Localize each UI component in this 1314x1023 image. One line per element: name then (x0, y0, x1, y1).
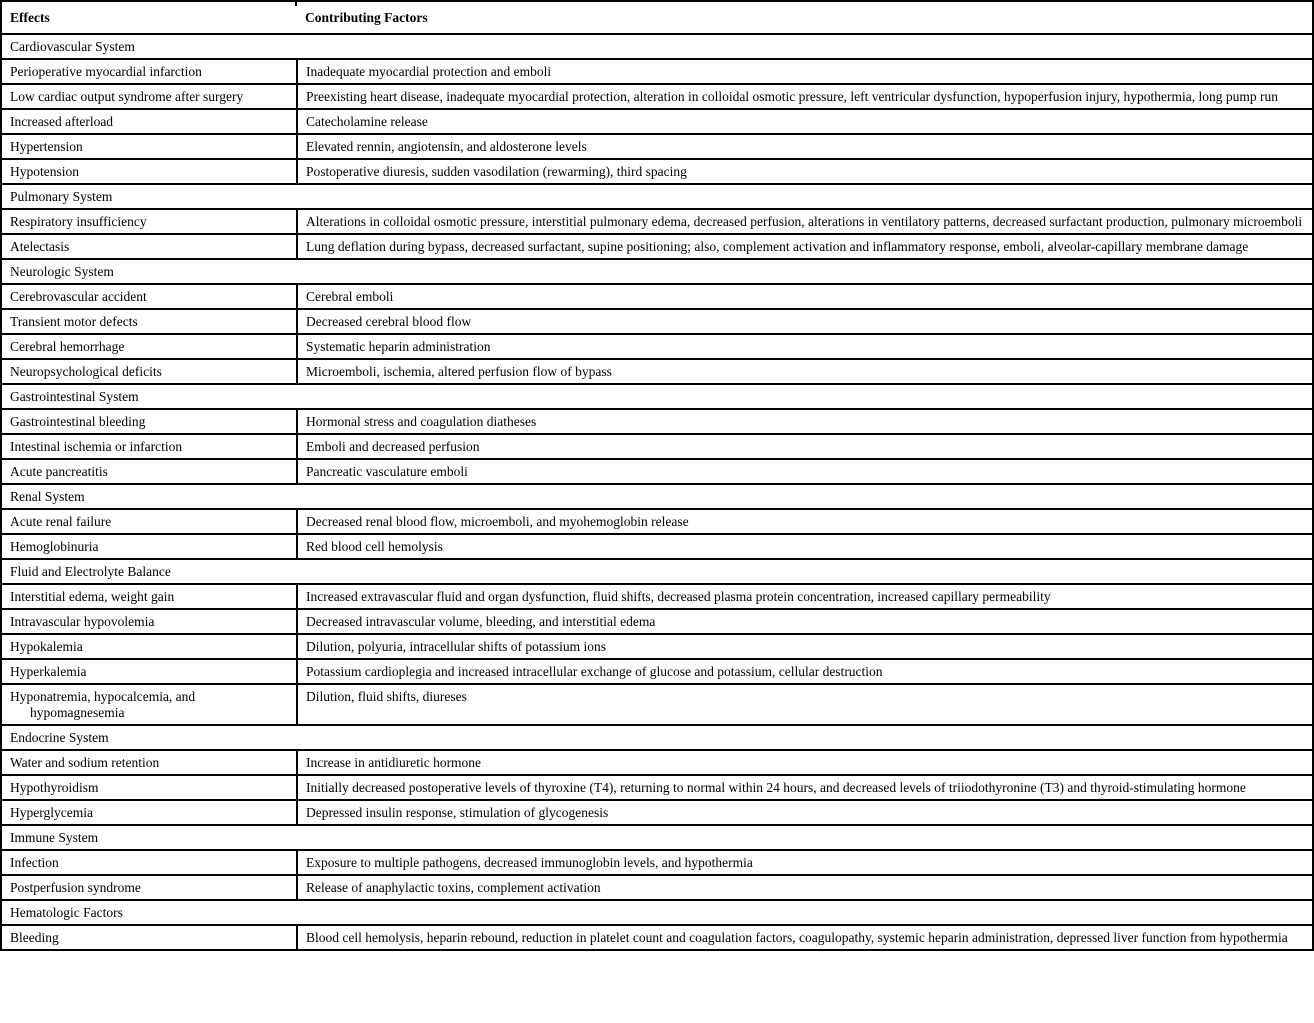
effect-cell: Gastrointestinal bleeding (1, 409, 297, 434)
table-row (1, 409, 1313, 434)
table-row (1, 925, 1313, 950)
table-row (1, 875, 1313, 900)
effect-cell: Cerebrovascular accident (1, 284, 297, 309)
factors-cell: Cerebral emboli (297, 284, 1313, 309)
section-row (1, 384, 1313, 409)
effect-cell: Respiratory insufficiency (1, 209, 297, 234)
table-row (1, 509, 1313, 534)
section-title-cell: Gastrointestinal System (1, 384, 1313, 409)
factors-cell: Exposure to multiple pathogens, decreased immunoglobin levels, and hypothermia (297, 850, 1313, 875)
table-row (1, 59, 1313, 84)
factors-cell: Potassium cardioplegia and increased intracellular exchange of glucose and potassium, cellular destruction (297, 659, 1313, 684)
section-title-cell: Pulmonary System (1, 184, 1313, 209)
table-header (1, 1, 1313, 34)
factors-cell: Preexisting heart disease, inadequate myocardial protection, alteration in colloidal osmotic pressure, left ventricular dysfunction, hypoperfusion injury, hypothermia, long pump run (297, 84, 1313, 109)
factors-cell: Elevated rennin, angiotensin, and aldosterone levels (297, 134, 1313, 159)
effect-cell: Acute renal failure (1, 509, 297, 534)
table-row (1, 109, 1313, 134)
factors-cell: Release of anaphylactic toxins, complement activation (297, 875, 1313, 900)
effect-cell: Perioperative myocardial infarction (1, 59, 297, 84)
factors-cell: Blood cell hemolysis, heparin rebound, reduction in platelet count and coagulation factors, coagulopathy, systemic heparin administration, depressed liver function from hypothermia (297, 925, 1313, 950)
effect-cell: Hypotension (1, 159, 297, 184)
effect-cell: Cerebral hemorrhage (1, 334, 297, 359)
factors-cell: Depressed insulin response, stimulation of glycogenesis (297, 800, 1313, 825)
factors-cell: Dilution, fluid shifts, diureses (297, 684, 1313, 725)
factors-cell: Inadequate myocardial protection and emboli (297, 59, 1313, 84)
factors-cell: Microemboli, ischemia, altered perfusion flow of bypass (297, 359, 1313, 384)
table-row (1, 800, 1313, 825)
factors-cell: Dilution, polyuria, intracellular shifts of potassium ions (297, 634, 1313, 659)
factors-cell: Lung deflation during bypass, decreased surfactant, supine positioning; also, complement activation and inflammatory response, emboli, alveolar-capillary membrane damage (297, 234, 1313, 259)
table-row (1, 534, 1313, 559)
header-row (1, 1, 1313, 34)
factors-cell: Alterations in colloidal osmotic pressure, interstitial pulmonary edema, decreased perfusion, alterations in ventilatory patterns, decreased surfactant production, pulmonary microemboli (297, 209, 1313, 234)
effect-cell: Low cardiac output syndrome after surgery (1, 84, 297, 109)
effect-cell: Postperfusion syndrome (1, 875, 297, 900)
effect-cell: Hyperglycemia (1, 800, 297, 825)
section-title-cell: Neurologic System (1, 259, 1313, 284)
table-row (1, 634, 1313, 659)
section-row (1, 259, 1313, 284)
effects-column-header: Effects (1, 1, 297, 34)
effect-cell: Hemoglobinuria (1, 534, 297, 559)
table-row (1, 159, 1313, 184)
table-body (1, 34, 1313, 950)
effect-cell: Water and sodium retention (1, 750, 297, 775)
factors-cell: Hormonal stress and coagulation diatheses (297, 409, 1313, 434)
section-title-cell: Cardiovascular System (1, 34, 1313, 59)
section-title-cell: Fluid and Electrolyte Balance (1, 559, 1313, 584)
effect-cell: Transient motor defects (1, 309, 297, 334)
table-row (1, 850, 1313, 875)
section-row (1, 825, 1313, 850)
effect-cell: Hyperkalemia (1, 659, 297, 684)
factors-cell: Decreased intravascular volume, bleeding, and interstitial edema (297, 609, 1313, 634)
section-title-cell: Immune System (1, 825, 1313, 850)
table-row (1, 659, 1313, 684)
section-title-cell: Endocrine System (1, 725, 1313, 750)
section-row (1, 484, 1313, 509)
factors-cell: Initially decreased postoperative levels of thyroxine (T4), returning to normal within 24 hours, and decreased levels of triiodothyronine (T3) and thyroid-stimulating hormone (297, 775, 1313, 800)
section-title-cell: Renal System (1, 484, 1313, 509)
factors-cell: Emboli and decreased perfusion (297, 434, 1313, 459)
section-row (1, 559, 1313, 584)
factors-cell: Decreased renal blood flow, microemboli, and myohemoglobin release (297, 509, 1313, 534)
section-row (1, 184, 1313, 209)
section-row (1, 34, 1313, 59)
effect-cell: Bleeding (1, 925, 297, 950)
table-row (1, 459, 1313, 484)
table-row (1, 309, 1313, 334)
factors-cell: Increase in antidiuretic hormone (297, 750, 1313, 775)
table-row (1, 134, 1313, 159)
factors-column-header: Contributing Factors (297, 1, 1313, 34)
section-row (1, 725, 1313, 750)
effect-cell: Interstitial edema, weight gain (1, 584, 297, 609)
factors-cell: Red blood cell hemolysis (297, 534, 1313, 559)
effect-cell: Intestinal ischemia or infarction (1, 434, 297, 459)
table-row (1, 359, 1313, 384)
table-row (1, 684, 1313, 725)
factors-cell: Postoperative diuresis, sudden vasodilation (rewarming), third spacing (297, 159, 1313, 184)
table-row (1, 234, 1313, 259)
table-row (1, 84, 1313, 109)
table-row (1, 209, 1313, 234)
table-row (1, 334, 1313, 359)
table-row (1, 434, 1313, 459)
effect-cell: Acute pancreatitis (1, 459, 297, 484)
effect-cell: Infection (1, 850, 297, 875)
column-divider-tick (295, 0, 297, 6)
section-row (1, 900, 1313, 925)
effect-cell: Hypothyroidism (1, 775, 297, 800)
factors-cell: Systematic heparin administration (297, 334, 1313, 359)
table-row (1, 584, 1313, 609)
factors-cell: Pancreatic vasculature emboli (297, 459, 1313, 484)
factors-cell: Catecholamine release (297, 109, 1313, 134)
table-row (1, 609, 1313, 634)
effect-cell: Increased afterload (1, 109, 297, 134)
effect-cell: Hypertension (1, 134, 297, 159)
effect-cell: Intravascular hypovolemia (1, 609, 297, 634)
table-row (1, 750, 1313, 775)
effect-cell: Hyponatremia, hypocalcemia, and hypomagnesemia (1, 684, 297, 725)
effect-cell: Hypokalemia (1, 634, 297, 659)
table-row (1, 284, 1313, 309)
effect-cell: Neuropsychological deficits (1, 359, 297, 384)
table-row (1, 775, 1313, 800)
factors-cell: Decreased cerebral blood flow (297, 309, 1313, 334)
factors-cell: Increased extravascular fluid and organ dysfunction, fluid shifts, decreased plasma protein concentration, increased capillary permeability (297, 584, 1313, 609)
section-title-cell: Hematologic Factors (1, 900, 1313, 925)
effect-cell: Atelectasis (1, 234, 297, 259)
